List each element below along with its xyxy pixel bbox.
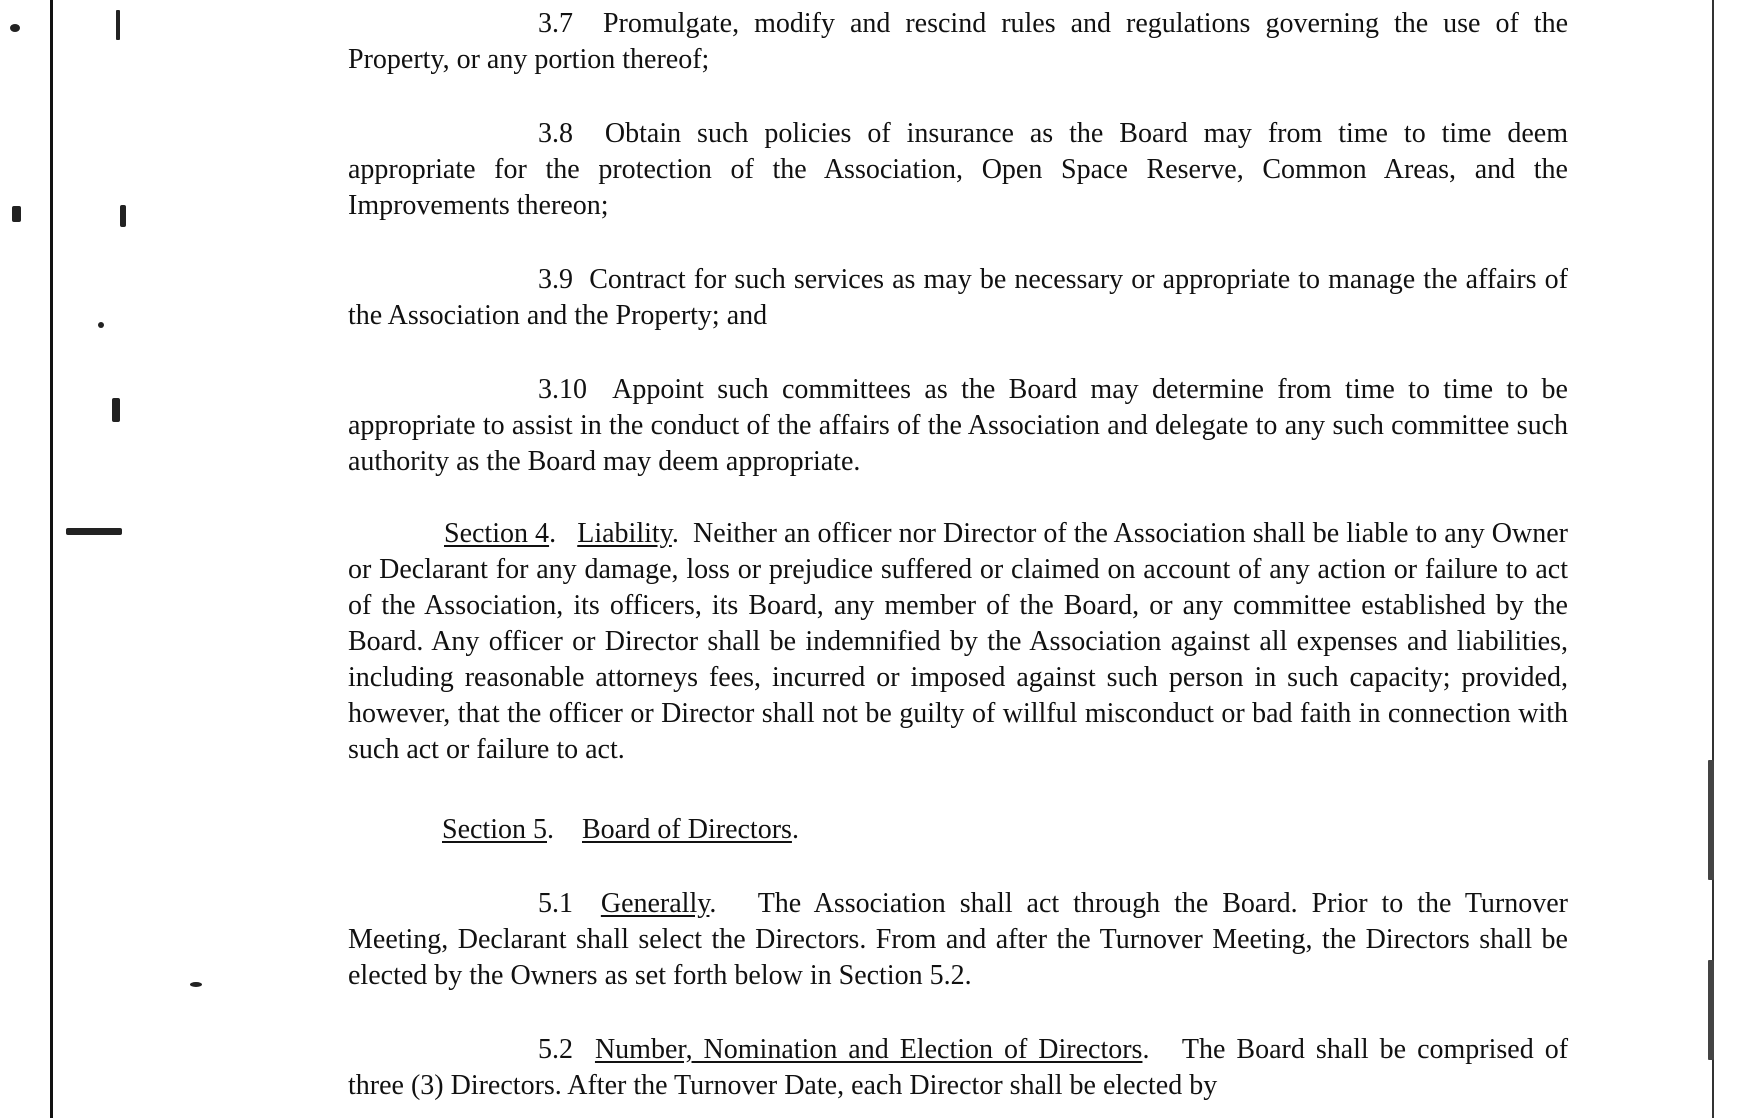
section-heading: Section 5 [442,814,547,845]
paragraph-number: 5.2 [538,1034,573,1065]
margin-mark [66,528,122,535]
section-5-heading: Section 5. Board of Directors. [442,814,799,845]
paragraph-number: 3.7 [538,8,573,39]
margin-mark [10,24,20,32]
paragraph-text: Promulgate, modify and rescind rules and regulations governing the use of the Property, or any portion thereof; [348,8,1568,75]
paragraph-number: 3.10 [538,374,587,405]
section-title: Board of Directors [582,814,792,845]
margin-mark [1708,760,1714,880]
section-4-paragraph: Section 4. Liability. Neither an officer nor Director of the Association shall be liable to any Owner or Declarant for any damage, loss or prejudice suffered or claimed on account of any action or failure to act of the Association, its officers, its Board, any member of the Board, or any committee established by the Board. Any officer or Director shall be indemnified by the Association against all expenses and liabilities, including reasonable attorneys fees, incurred or imposed against such person in such capacity; provided, however, that the officer or Director shall not be guilty of willful misconduct or bad faith in connection with such act or failure to act. [348,518,1568,765]
paragraph-title: Generally [600,888,710,919]
paragraph-3-9 [348,262,1568,334]
paragraph-title: Number, Nomination and Election of Directors [594,1034,1143,1065]
paragraph-text: The Board shall be comprised of three (3) Directors. After the Turnover Date, each Director shall be elected by [348,1034,1569,1101]
paragraph-5-2: 5.2 Number, Nomination and Election of Directors. The Board shall be comprised of three (3) Directors. After the Turnover Date, each Director shall be elected by [348,1034,1569,1101]
section-heading: Section 4 [444,518,550,549]
right-scan-border [1712,0,1714,1118]
paragraph-text: The Association shall act through the Board. Prior to the Turnover Meeting, Declarant shall select the Directors. From and after the Turnover Meeting, the Directors shall be elected by the Owners as set forth below in Section 5.2. [348,888,1569,991]
paragraph-3-7 [348,6,1568,78]
margin-mark [190,982,202,987]
margin-mark [1708,960,1714,1060]
paragraph-text: Appoint such committees as the Board may determine from time to time to be appropriate to assist in the conduct of the affairs of the Association and delegate to any such committee such authority as the Board may deem appropriate. [348,374,1568,477]
margin-mark [98,322,104,328]
paragraph-number: 3.9 [538,264,573,295]
paragraph-3-8 [348,116,1568,224]
paragraph-text: Contract for such services as may be necessary or appropriate to manage the affairs of the Association and the Property; and [348,264,1568,331]
paragraph-number: 5.1 [538,888,573,919]
margin-mark [116,10,120,40]
paragraph-text: Neither an officer nor Director of the Association shall be liable to any Owner or Declarant for any damage, loss or prejudice suffered or claimed on account of any action or failure to act of the Association, its officers, its Board, any member of the Board, or any committee established by the Board. Any officer or Director shall be indemnified by the Association against all expenses and liabilities, including reasonable attorneys fees, incurred or imposed against such person in such capacity; provided, however, that the officer or Director shall not be guilty of willful misconduct or bad faith in connection with such act or failure to act. [348,518,1568,765]
margin-mark [120,205,126,227]
margin-mark [112,398,120,422]
section-title: Liability [577,518,672,549]
left-scan-border [50,0,53,1118]
paragraph-5-1: 5.1 Generally. The Association shall act through the Board. Prior to the Turnover Meeting, Declarant shall select the Directors. From and after the Turnover Meeting, the Directors shall be elected by the Owners as set forth below in Section 5.2. [348,888,1569,991]
margin-mark [12,206,21,222]
paragraph-3-10 [348,372,1568,480]
paragraph-text: Obtain such policies of insurance as the Board may from time to time deem appropriate for the protection of the Association, Open Space Reserve, Common Areas, and the Improvements thereon; [348,118,1568,221]
paragraph-number: 3.8 [538,118,573,149]
